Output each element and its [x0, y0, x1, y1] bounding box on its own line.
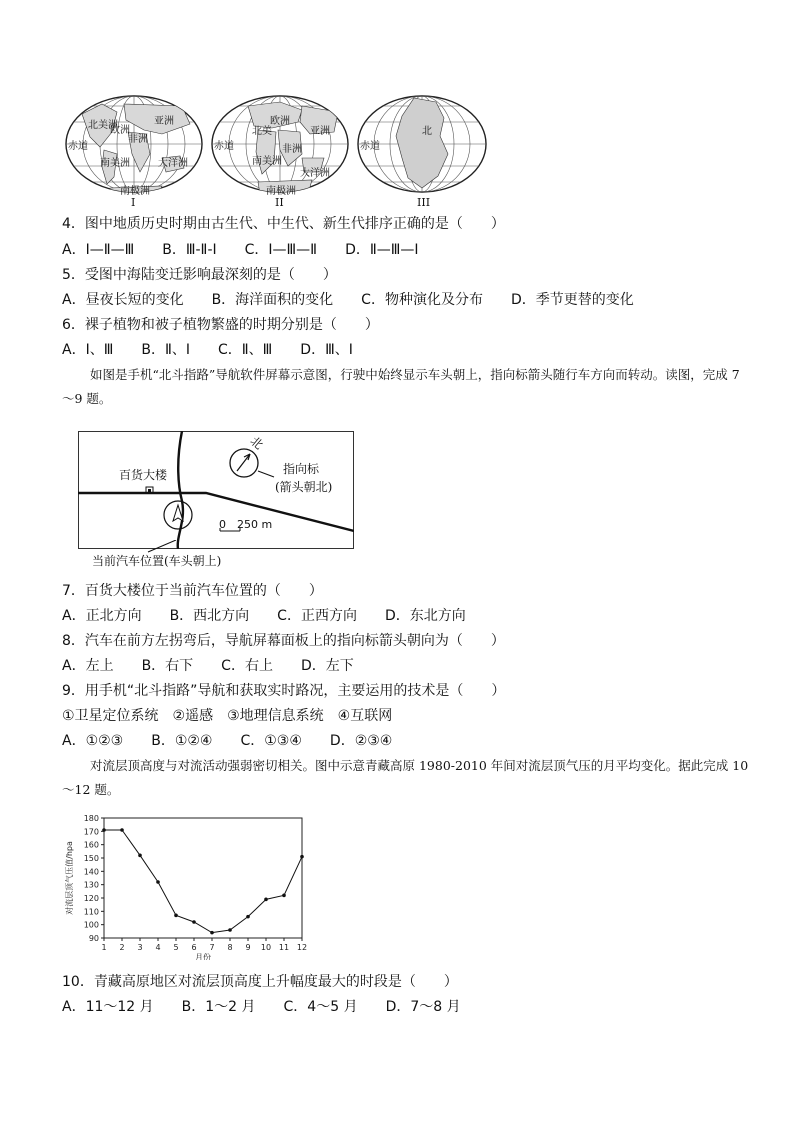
- intro-nav: 如图是手机“北斗指路”导航软件屏幕示意图，行驶中始终显示车头朝上，指向标箭头随行车方向而转动。读图，完成 7～9 题。: [62, 367, 740, 406]
- q10-options: A．11～12 月 B．1～2 月 C．4～5 月 D．7～8 月: [62, 999, 461, 1015]
- nav-scale: 0 250 m: [219, 518, 273, 531]
- series-line: [104, 830, 302, 933]
- x-tick-label: 9: [245, 943, 251, 952]
- globe2-label-au: 大洋洲: [300, 168, 330, 179]
- globe3-numeral: III: [417, 196, 431, 209]
- globe1-label-sa: 南美洲: [100, 158, 130, 169]
- data-point-3: [138, 854, 142, 858]
- x-tick-label: 6: [191, 943, 197, 952]
- globe2-label-equator: 赤道: [214, 141, 234, 152]
- y-tick-label: 170: [83, 827, 99, 837]
- x-tick-label: 1: [101, 943, 107, 952]
- globe3-label-equator: 赤道: [360, 141, 380, 152]
- q5-stem: 5．受图中海陆变迁影响最深刻的是（ ）: [62, 267, 337, 283]
- q9-stem: 9．用手机“北斗指路”导航和获取实时路况，主要运用的技术是（ ）: [62, 683, 506, 699]
- globe1-label-au: 大洋洲: [158, 158, 188, 169]
- pressure-chart-svg: [62, 810, 312, 960]
- data-point-5: [174, 914, 178, 918]
- q7-options: A．正北方向 B．西北方向 C．正西方向 D．东北方向: [62, 608, 466, 624]
- globes-figure: [62, 92, 492, 210]
- q9-options: A．①②③ B．①②④ C．①③④ D．②③④: [62, 733, 393, 749]
- nav-building-label: 百货大楼: [119, 468, 168, 482]
- q6-options: A．Ⅰ、Ⅲ B．Ⅱ、Ⅰ C．Ⅱ、Ⅲ D．Ⅲ、Ⅰ: [62, 342, 353, 358]
- q8-stem: 8．汽车在前方左拐弯后，导航屏幕面板上的指向标箭头朝向为（ ）: [62, 633, 505, 649]
- data-point-6: [192, 920, 196, 924]
- x-tick-label: 2: [119, 943, 125, 952]
- globe2-label-asia: 亚洲: [310, 126, 330, 137]
- q4-stem: 4．图中地质历史时期由古生代、中生代、新生代排序正确的是（ ）: [62, 216, 505, 232]
- globe2-label-africa: 非洲: [282, 144, 302, 155]
- x-tick-label: 7: [209, 943, 215, 952]
- y-axis-label: 对流层顶气压值/hpa: [65, 841, 74, 915]
- q5-options: A．昼夜长短的变化 B．海洋面积的变化 C．物种演化及分布 D．季节更替的变化: [62, 292, 634, 308]
- q4-options: A．Ⅰ—Ⅱ—Ⅲ B．Ⅲ-Ⅱ-Ⅰ C．Ⅰ—Ⅲ—Ⅱ D．Ⅱ—Ⅲ—Ⅰ: [62, 242, 419, 258]
- globe1-label-na: 北美洲: [88, 120, 118, 131]
- q8-options: A．左上 B．右下 C．右上 D．左下: [62, 658, 354, 674]
- globe1-numeral: I: [131, 196, 136, 209]
- x-tick-label: 3: [137, 943, 143, 952]
- y-tick-label: 160: [83, 840, 99, 850]
- nav-car-label: 当前汽车位置(车头朝上): [92, 554, 222, 568]
- y-tick-label: 180: [83, 814, 99, 823]
- y-tick-label: 100: [83, 920, 99, 930]
- globe1-label-equator: 赤道: [68, 141, 88, 152]
- x-tick-label: 10: [260, 943, 272, 952]
- y-tick-label: 110: [83, 907, 99, 917]
- plot-frame: [104, 818, 302, 938]
- nav-indicator-label: 指向标: [283, 462, 320, 476]
- intro-chart: 对流层顶高度与对流活动强弱密切相关。图中示意青藏高原 1980-2010 年间对流层顶气压的月平均变化。据此完成 10～12 题。: [62, 758, 749, 797]
- data-point-2: [120, 828, 124, 832]
- y-tick-label: 150: [83, 854, 99, 863]
- globe1-label-antarctica: 南极洲: [120, 186, 150, 197]
- data-point-10: [264, 898, 268, 902]
- y-tick-label: 140: [83, 867, 99, 877]
- y-tick-label: 90: [88, 934, 99, 943]
- data-point-9: [246, 915, 250, 919]
- globe2-label-sa: 南美洲: [252, 156, 282, 167]
- globe1-label-asia: 亚洲: [154, 116, 174, 127]
- x-tick-label: 5: [173, 943, 179, 952]
- y-tick-label: 120: [83, 894, 99, 903]
- q7-stem: 7．百货大楼位于当前汽车位置的（ ）: [62, 583, 323, 599]
- x-tick-label: 11: [278, 943, 290, 952]
- x-tick-label: 4: [155, 943, 161, 952]
- globe1-label-africa: 非洲: [128, 134, 148, 145]
- globe2-label-na: 北美: [252, 126, 272, 137]
- data-point-12: [300, 855, 304, 859]
- globe2-numeral: II: [275, 196, 284, 209]
- data-point-7: [210, 931, 214, 935]
- q10-stem: 10．青藏高原地区对流层顶高度上升幅度最大的时段是（ ）: [62, 974, 458, 990]
- nav-indicator-note: (箭头朝北): [275, 480, 333, 494]
- nav-north-label: 北: [247, 433, 266, 453]
- q9-items: ①卫星定位系统 ②遥感 ③地理信息系统 ④互联网: [62, 708, 393, 724]
- data-point-11: [282, 894, 286, 898]
- data-point-1: [102, 828, 106, 832]
- x-axis-label: 月份: [195, 953, 211, 960]
- x-tick-label: 8: [227, 943, 233, 952]
- x-tick-label: 12: [296, 943, 308, 952]
- data-point-8: [228, 928, 232, 932]
- globe1-label-europe: 欧洲: [110, 125, 130, 136]
- y-tick-label: 130: [83, 880, 99, 890]
- globe2-label-europe: 欧洲: [270, 116, 290, 127]
- q6-stem: 6．裸子植物和被子植物繁盛的时期分别是（ ）: [62, 317, 379, 333]
- nav-map: [78, 431, 354, 549]
- globe2-label-antarctica: 南极洲: [266, 186, 296, 197]
- data-point-4: [156, 880, 160, 884]
- globe3-label-land: 北: [422, 126, 432, 137]
- pressure-chart: [62, 810, 312, 960]
